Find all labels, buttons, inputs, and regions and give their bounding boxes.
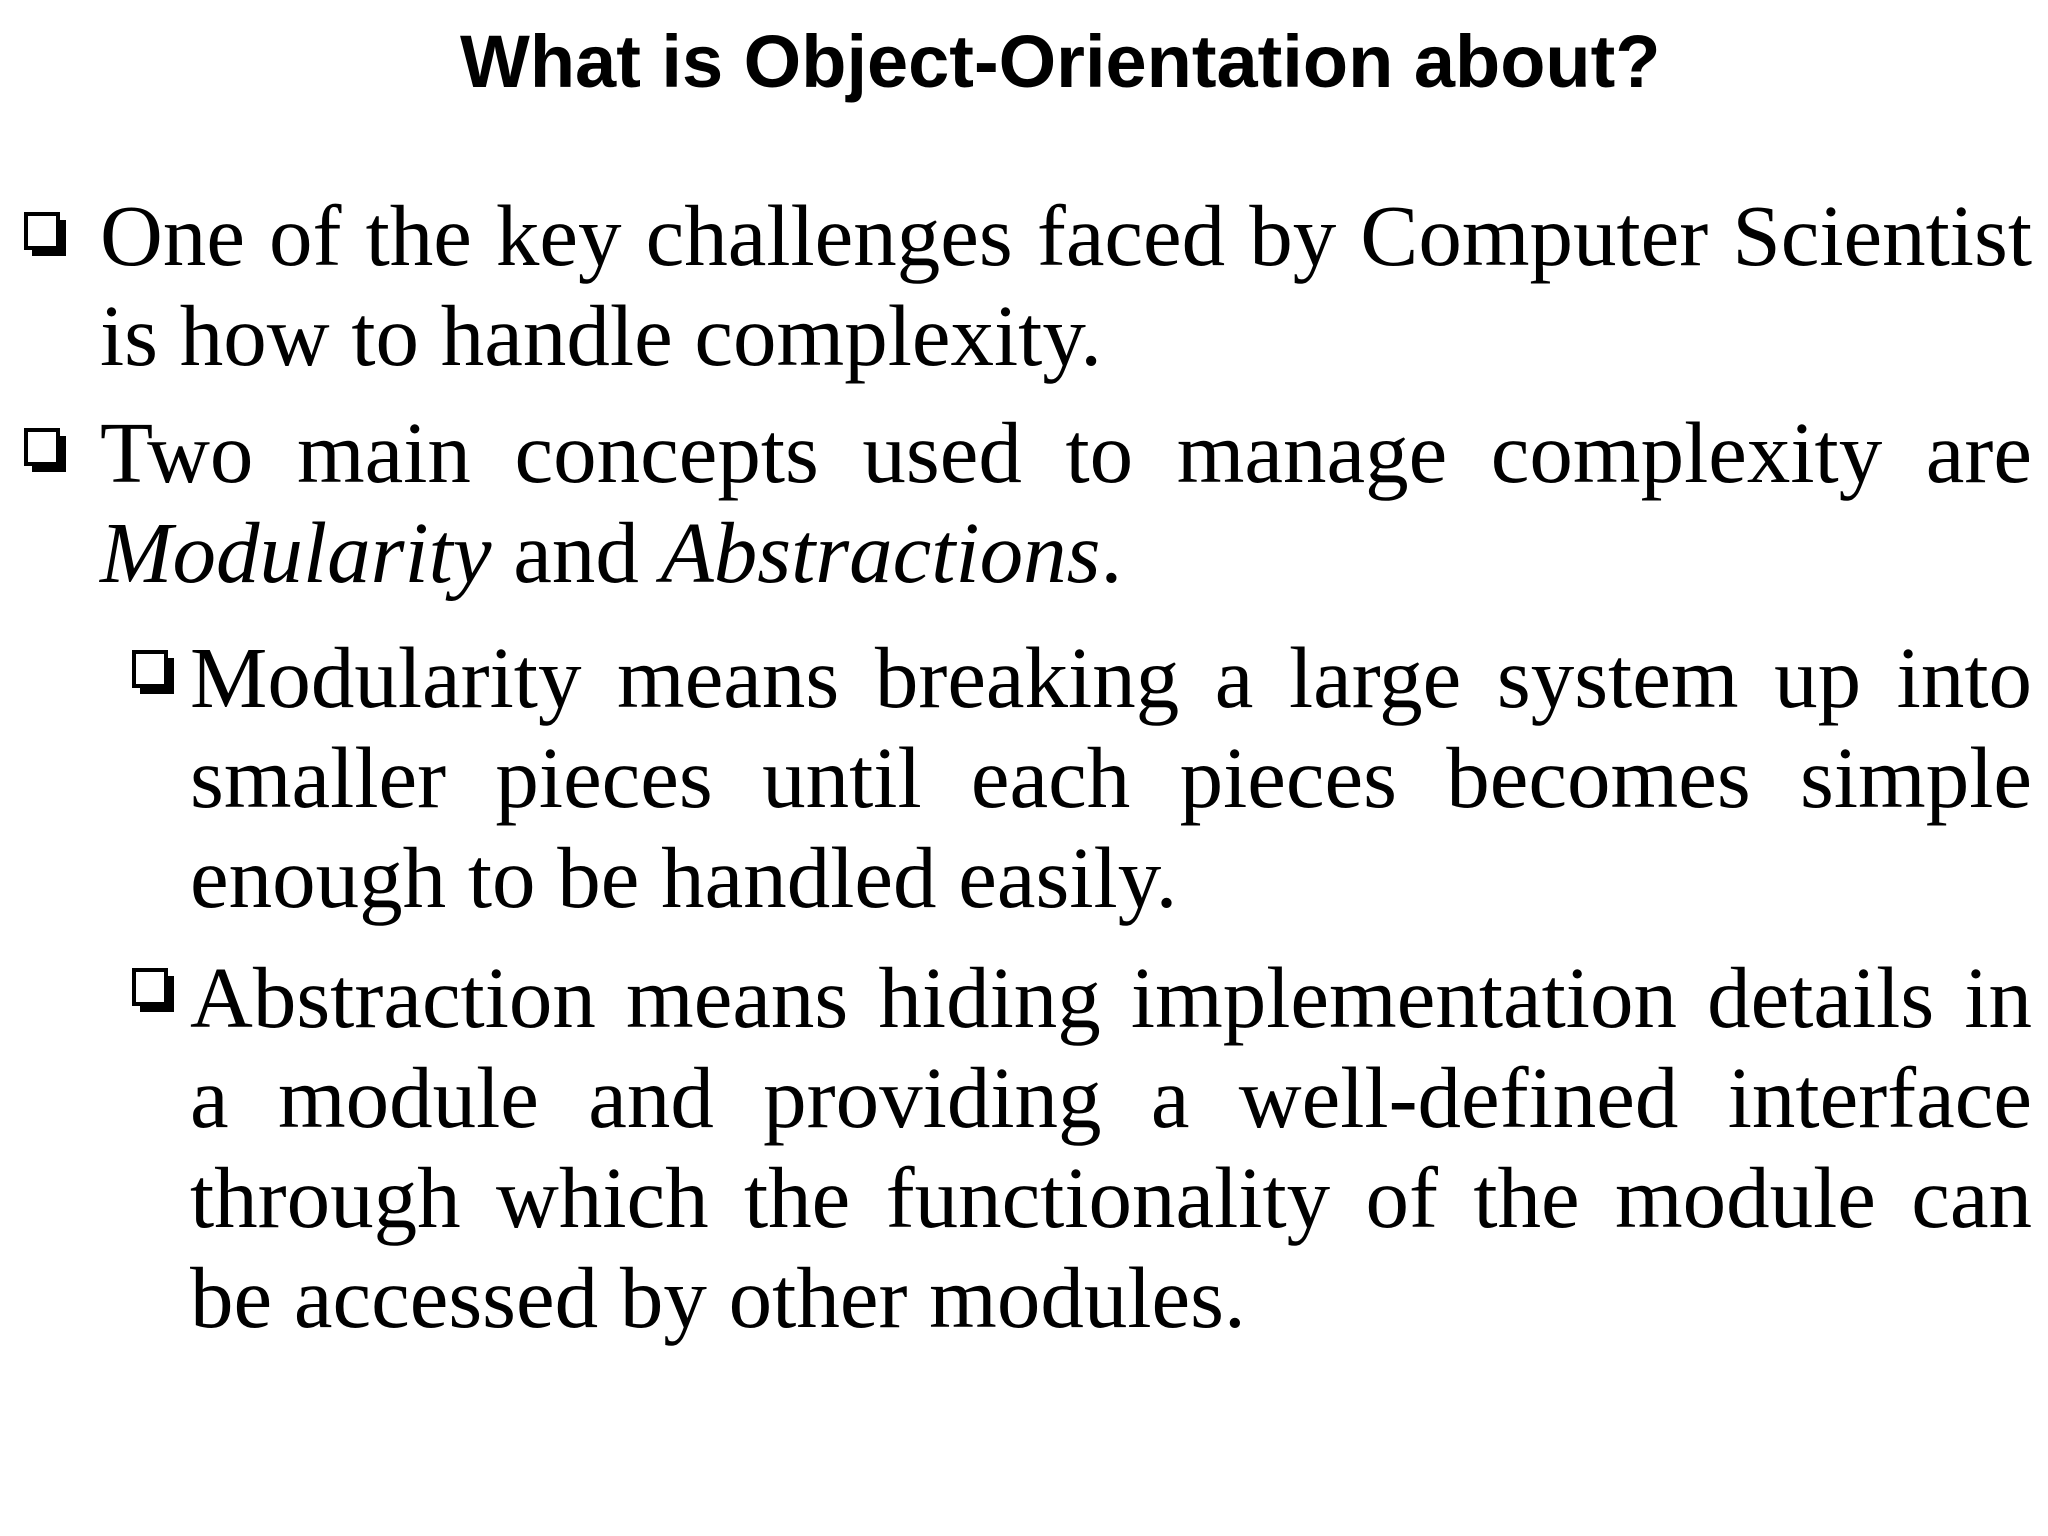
sub-bullet-item bbox=[190, 948, 2032, 1348]
bullet-text: One of the key challenges faced by Computer Scientist is how to handle complexity. bbox=[100, 187, 2032, 384]
bullet-text: Two main concepts used to manage complexity are bbox=[100, 404, 2032, 501]
bullet-item bbox=[100, 186, 2032, 386]
bullet-square-icon bbox=[24, 428, 68, 474]
bullet-text-end: . bbox=[1100, 504, 1123, 601]
sub-bullet-text: Modularity means breaking a large system up into smaller pieces until each pieces becomes simple enough to be handled easily. bbox=[190, 629, 2032, 926]
bullet-item bbox=[100, 403, 2032, 603]
bullet-text-connector: and bbox=[491, 504, 661, 601]
term-modularity: Modularity bbox=[100, 504, 492, 601]
sub-bullet-square-icon bbox=[132, 968, 176, 1014]
bullet-square-icon bbox=[24, 212, 68, 258]
sub-bullet-text: Abstraction means hiding implementation details in a module and providing a well-defined interface through which the functionality of the module can be accessed by other modules. bbox=[190, 949, 2032, 1346]
term-abstractions: Abstractions bbox=[660, 504, 1101, 601]
slide-title: What is Object-Orientation about? bbox=[460, 20, 1661, 103]
sub-bullet-square-icon bbox=[132, 650, 176, 696]
sub-bullet-item bbox=[190, 628, 2032, 928]
